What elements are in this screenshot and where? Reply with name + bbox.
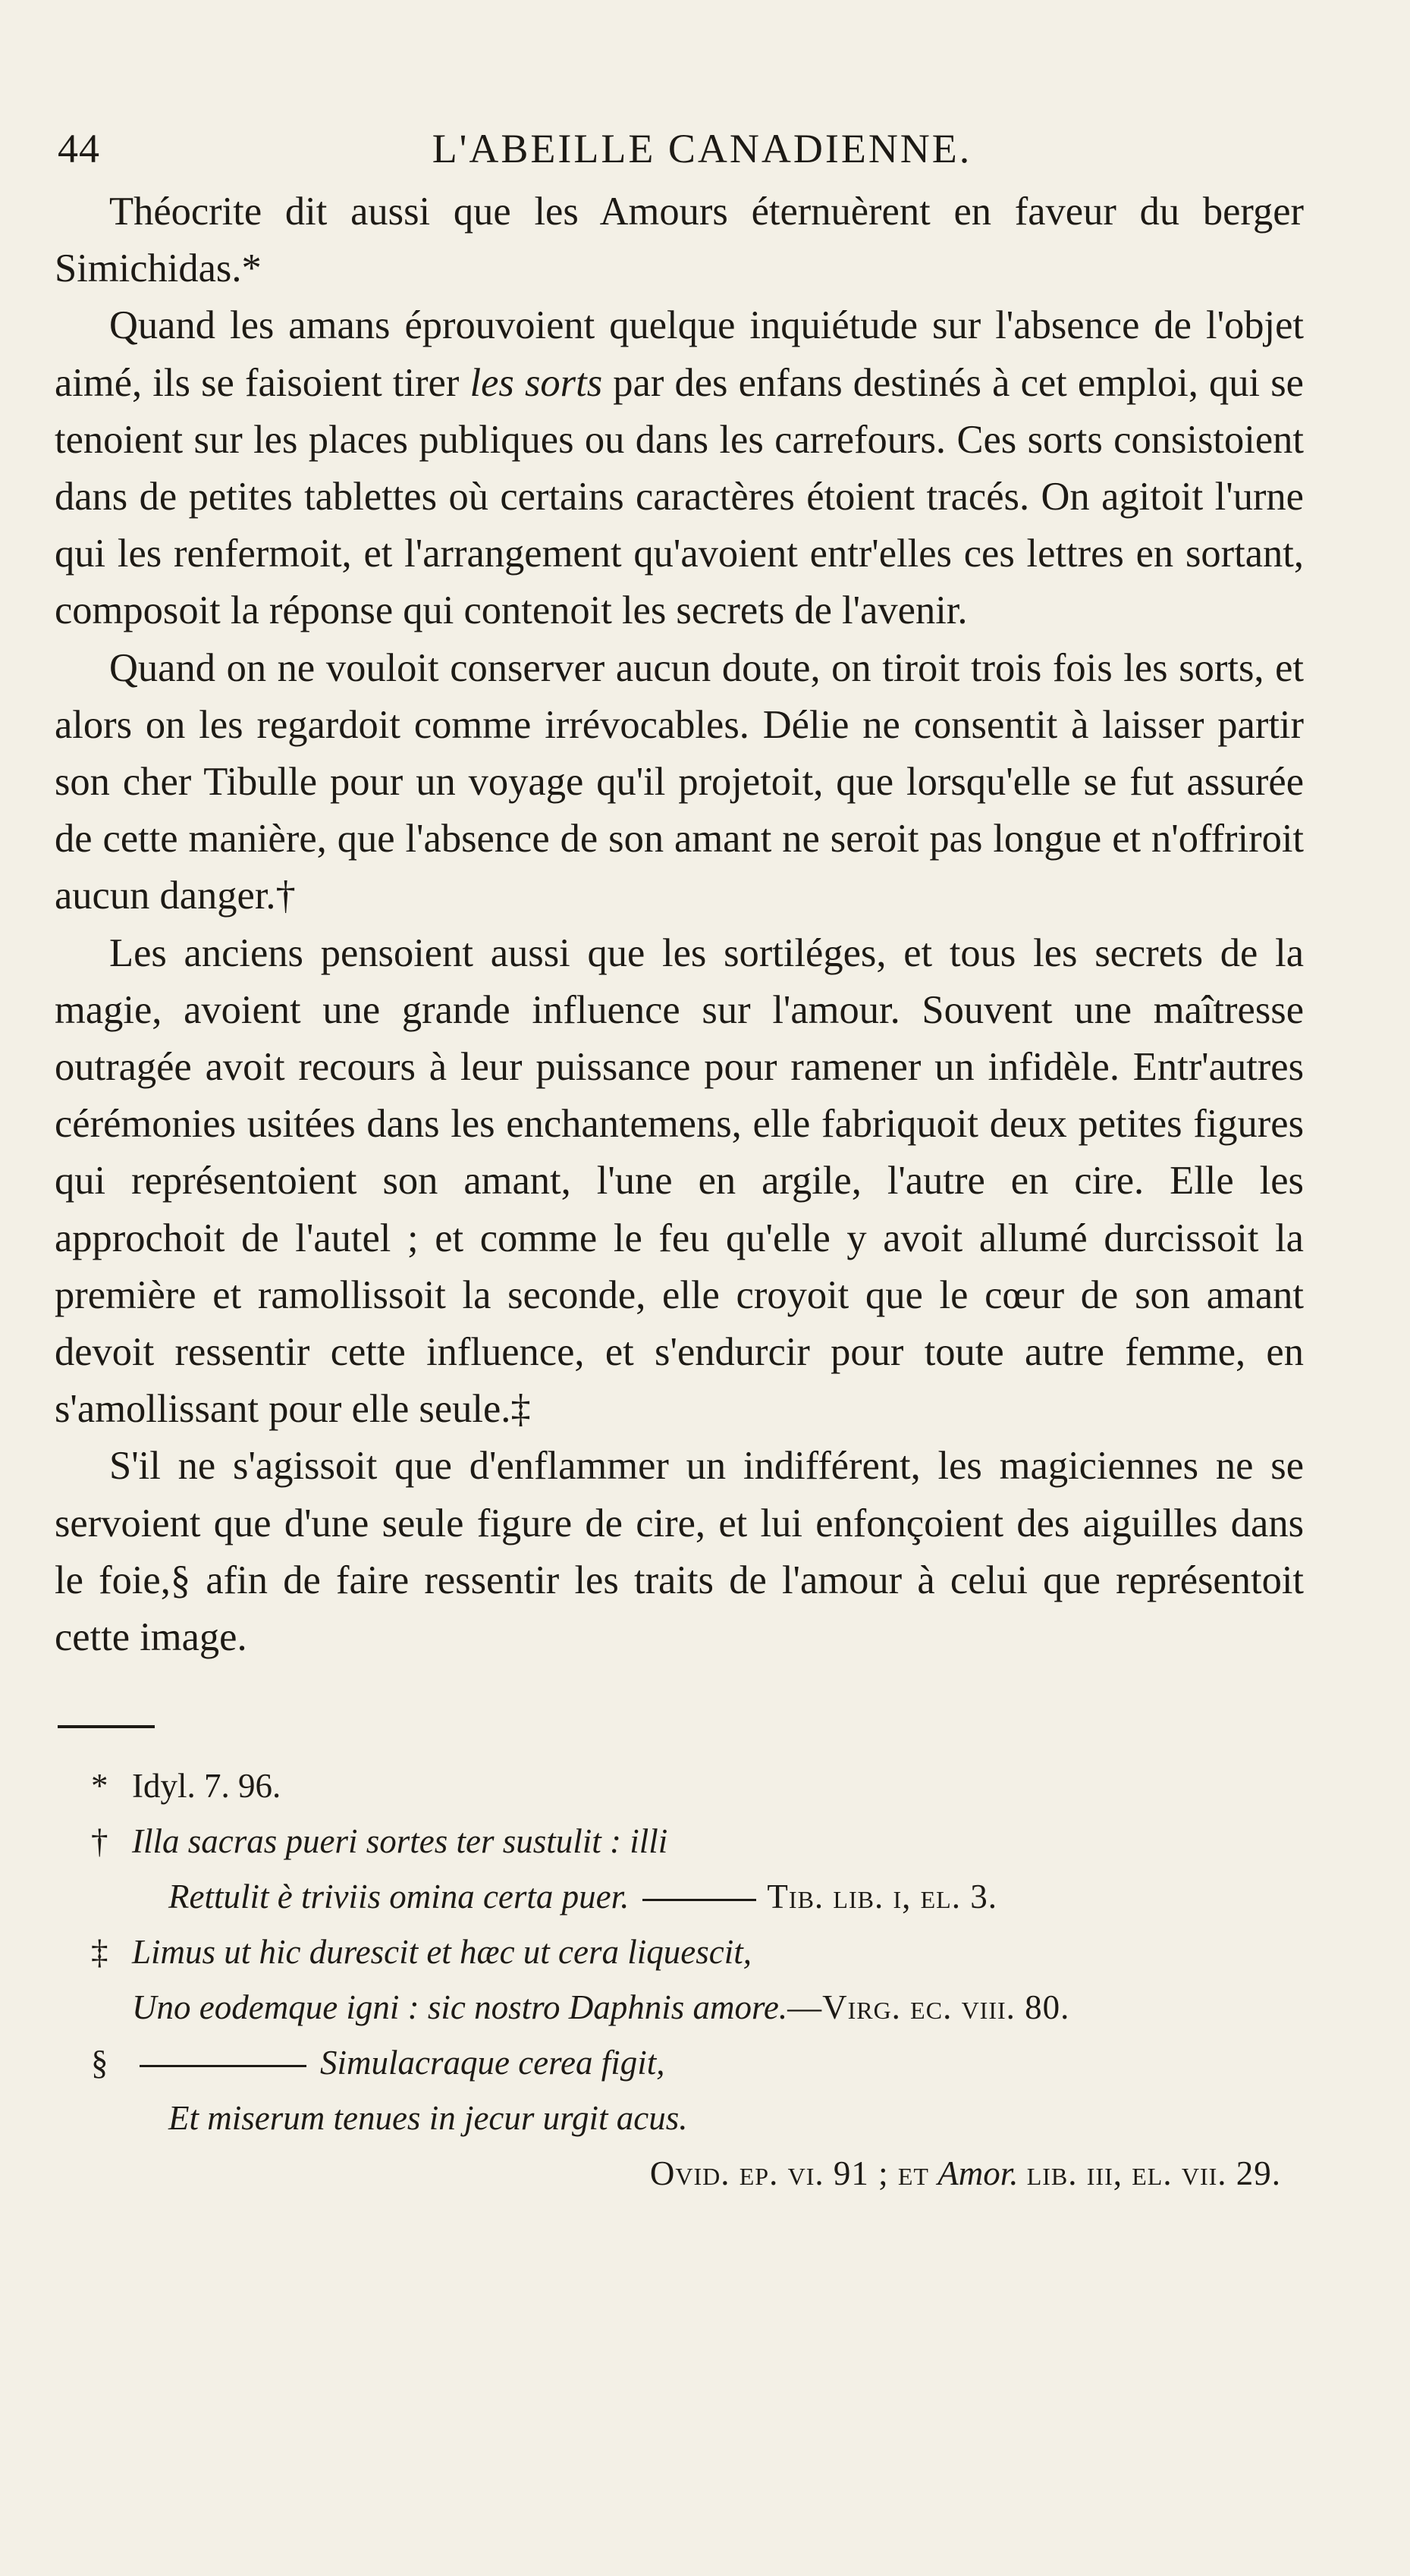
footnote-4 [55,2035,1304,2091]
footnote-source-work: Amor. [937,2154,1019,2193]
footnote-verse: Rettulit è triviis omina certa puer. [168,1878,630,1916]
footnote-source: Ovid. ep. vi. 91 ; et [649,2154,929,2193]
footnote-4-continuation [55,2091,1304,2146]
italic-phrase: les sorts [469,360,603,405]
footnote-dash [140,2065,306,2067]
footnote-3 [55,1925,1304,1980]
footnote-source: —Virg. ec. viii. 80. [787,1988,1070,2027]
paragraph: Les anciens pensoient aussi que les sortiléges, et tous les secrets de la magie, avoient une grande influence sur l'amour. Souvent une maîtresse outragée avoit recours à leur puissance pour ramener un infidèle. Entr'autres cérémonies usitées dans les enchantemens, elle fabriquoit deux petites figures qui représentoient son amant, l'une en argile, l'autre en cire. Elle les approchoit de l'autel ; et comme le feu qu'elle y avoit allumé durcissoit la première et ramollissoit la seconde, elle croyoit que le cœur de son amant devoit ressentir cette influence, et s'endurcir pour toute autre femme, en s'amollissant pour elle seule.‡ [55,930,1304,1432]
body-text [55,184,1304,1666]
footnote-mark: § [91,2044,108,2082]
footnote-verse: Uno eodemque igni : sic nostro Daphnis amore. [132,1988,788,2027]
page-number: 44 [58,126,100,171]
paragraph: Quand les amans éprouvoient quelque inquiétude sur l'absence de l'objet aimé, ils se faisoient tirer les sorts par des enfans destinés à cet emploi, qui se tenoient sur les places publiques ou dans les carrefours. Ces sorts consistoient dans de petites tablettes où certains caractères étoient tracés. On agitoit l'urne qui les renfermoit, et l'arrangement qu'avoient entr'elles ces lettres en sortant, composoit la réponse qui contenoit les secrets de l'avenir. [55,303,1304,633]
paragraph: Quand on ne vouloit conserver aucun doute, on tiroit trois fois les sorts, et alors on les regardoit comme irrévocables. Délie ne consentit à laisser partir son cher Tibulle pour un voyage qu'il projetoit, que lorsqu'elle se fut assurée de cette manière, que l'absence de son amant ne seroit pas longue et n'offriroit aucun danger.† [55,645,1304,918]
footnote-1 [55,1759,1304,1814]
footnote-2-continuation [55,1869,1304,1925]
footnote-mark: † [91,1822,108,1861]
footnote-2 [55,1814,1304,1869]
footnote-text: Idyl. 7. 96. [132,1767,281,1806]
footnote-separator [58,1725,155,1728]
footnote-source: lib. iii, el. vii. 29. [1026,2154,1281,2193]
footnote-mark: * [91,1767,108,1806]
footnote-mark: ‡ [91,1933,108,1972]
footnote-verse: Et miserum tenues in jecur urgit acus. [168,2099,688,2138]
paragraph: S'il ne s'agissoit que d'enflammer un indifférent, les magiciennes ne se servoient que d'une seule figure de cire, et lui enfonçoient des aiguilles dans le foie,§ afin de faire ressentir les traits de l'amour à celui que représentoit cette image. [55,1444,1304,1660]
running-title: L'ABEILLE CANADIENNE. [432,126,972,171]
page-header [55,114,1304,184]
footnote-4-source [55,2146,1304,2201]
footnote-source: Tib. lib. i, el. 3. [767,1878,997,1916]
footnote-verse: Illa sacras pueri sortes ter sustulit : illi [132,1822,668,1861]
paragraph: Théocrite dit aussi que les Amours éternuèrent en faveur du berger Simichidas.* [55,190,1304,291]
footnote-dash [642,1899,756,1901]
footnote-3-continuation [55,1980,1304,2035]
footnotes [55,1759,1304,2201]
footnote-verse: Simulacraque cerea figit, [320,2044,665,2082]
footnote-verse: Limus ut hic durescit et hæc ut cera liquescit, [132,1933,752,1972]
